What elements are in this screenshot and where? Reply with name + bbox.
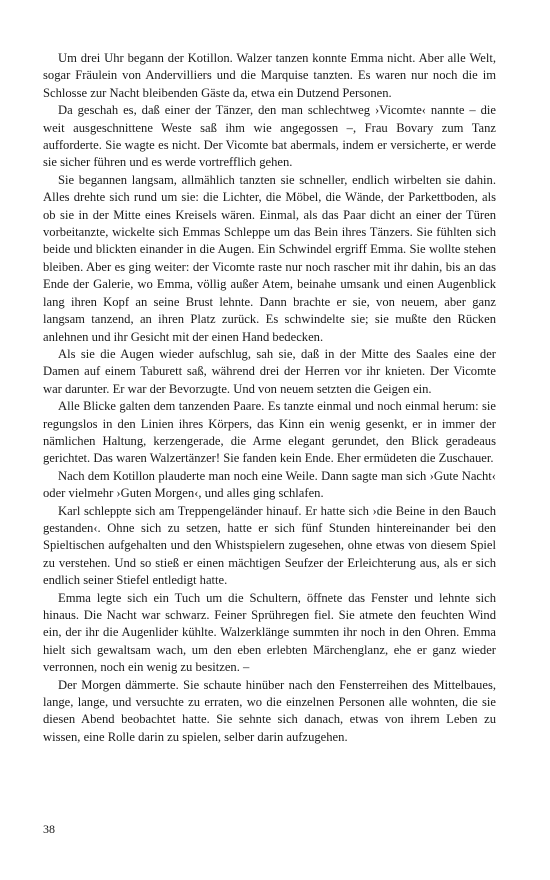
text-column [43,50,496,746]
paragraph-8: Emma legte sich ein Tuch um die Schultern, öffnete das Fenster und lehnte sich hinaus. Die Nacht war schwarz. Feiner Sprühregen fiel. Sie atmete den feuchten Wind ein, der ihr die Augenlider kühlte. Walzerklänge summten ihr noch in den Ohren. Emma hielt sich gewaltsam wach, um den eben erlebten Märchenglanz, ehe er ganz wieder verronnen, noch ein wenig zu besitzen. – [43,590,496,675]
page-number: 38 [43,822,55,836]
paragraph-5: Alle Blicke galten dem tanzenden Paare. Es tanzte einmal und noch einmal herum: sie regungslos in den Linien ihres Körpers, das Kinn ein wenig gesenkt, er in immer der nämlichen Haltung, kerzengerade, die Arme elegant gerundet, den Blick geradeaus gerichtet. Das waren Walzertänzer! Sie fanden kein Ende. Eher ermüdeten die Zuschauer. [43,399,496,466]
paragraph-1: Um drei Uhr begann der Kotillon. Walzer tanzen konnte Emma nicht. Aber alle Welt, sogar Fräulein von Andervilliers und die Marquise tanzten. Es waren nur noch die im Schlosse zur Nacht bleibenden Gäste da, etwa ein Dutzend Personen. [43,51,496,100]
paragraph-4: Als sie die Augen wieder aufschlug, sah sie, daß in der Mitte des Saales eine der Damen auf einem Taburett saß, während drei der Herren vor ihr knieten. Der Vicomte war darunter. Er war der Bevorzugte. Und von neuem setzten die Geigen ein. [43,346,496,396]
paragraph-9: Der Morgen dämmerte. Sie schaute hinüber nach den Fensterreihen des Mittelbaues, lange, lange, und versuchte zu erraten, wo die einzelnen Personen alle wohnten, die sie diesen Abend beobachtet hatte. Sie sehnte sich danach, etwas von ihrem Leben zu wissen, eine Rolle darin zu spielen, selber darin aufzugehen. [43,677,496,744]
paragraph-3: Sie begannen langsam, allmählich tanzten sie schneller, endlich wirbelten sie dahin. Alles drehte sich rund um sie: die Lichter, die Möbel, die Wände, der Parkettboden, als ob sie in der Mitte eines Kreisels wären. Einmal, als das Paar dicht an einer der Türen vorbeitanzte, wickelte sich Emmas Schleppe um das Bein ihres Tänzers. Sie fühlten sich beide und blickten einander in die Augen. Ein Schwindel ergriff Emma. Sie wollte stehen bleiben. Aber es ging weiter: der Vicomte raste nur noch rascher mit ihr dahin, bis an das Ende der Galerie, wo Emma, völlig außer Atem, beinahe umsank und einen Augenblick lang ihren Kopf an seine Brust lehnte. Dann brachte er sie, von neuem, aber ganz langsam tanzend, an ihren Platz zurück. Es schwindelte sie; sie mußte den Rücken anlehnen und ihr Gesicht mit der einen Hand bedecken. [43,172,496,344]
paragraph-7: Karl schleppte sich am Treppengeländer hinauf. Er hatte sich ›die Beine in den Bauch gestanden‹. Ohne sich zu setzen, hatte er sich fünf Stunden hintereinander bei den Spieltischen aufgehalten und den Whistspielern zugesehen, ohne etwas von diesem Spiel zu verstehen. Und so stieß er einen mächtigen Seufzer der Erleichterung aus, als er sich endlich seiner Stiefel entledigt hatte. [43,503,496,588]
paragraph-6: Nach dem Kotillon plauderte man noch eine Weile. Dann sagte man sich ›Gute Nacht‹ oder vielmehr ›Guten Morgen‹, und alles ging schlafen. [43,468,496,501]
paragraph-2: Da geschah es, daß einer der Tänzer, den man schlechtweg ›Vicomte‹ nannte – die weit ausgeschnittene Weste saß ihm wie angegossen –, Frau Bovary zum Tanz aufforderte. Sie wagte es nicht. Der Vicomte bat abermals, indem er versicherte, er werde sie sicher führen und es werde vortrefflich gehen. [43,103,496,170]
